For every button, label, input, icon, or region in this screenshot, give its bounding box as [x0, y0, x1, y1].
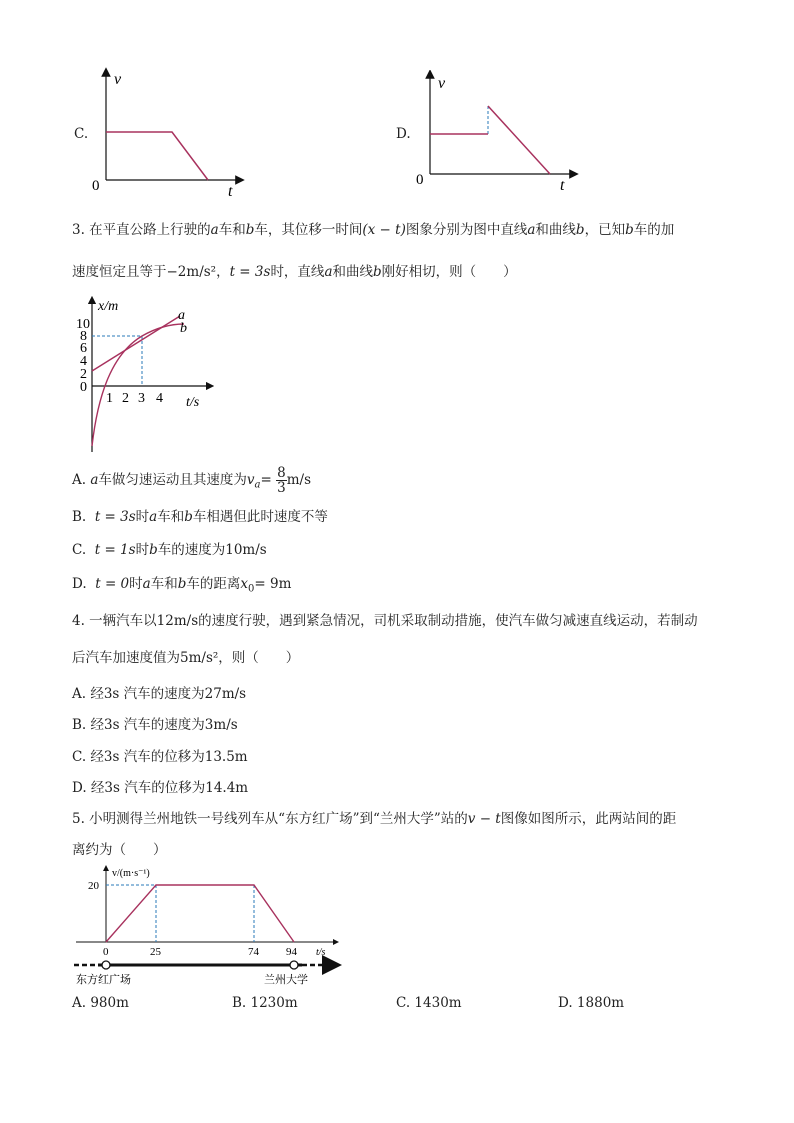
q5-option-b[interactable]: B. 1230m — [232, 995, 298, 1011]
ytick-8: 8 — [80, 329, 87, 344]
q3-xt-graph — [76, 294, 216, 454]
graph-xlabel: t/s — [316, 947, 326, 958]
option-d-graph — [414, 70, 584, 195]
q5-stem-line1: 5. 小明测得兰州地铁一号线列车从“东方红广场”到“兰州大学”站的v − t图像如图所示，此两站间的距 — [72, 811, 677, 827]
graph-xlabel: t/s — [186, 395, 200, 410]
q3-option-b[interactable]: B. t = 3s时a车和b车相遇但此时速度不等 — [72, 509, 328, 525]
xtick-94: 94 — [286, 946, 297, 958]
xtick-1: 1 — [106, 391, 113, 406]
ytick-4: 4 — [80, 354, 87, 369]
ytick-0: 0 — [80, 380, 87, 395]
curve-b-label: b — [180, 321, 187, 336]
q5-option-a[interactable]: A. 980m — [72, 995, 129, 1011]
q4-option-a[interactable]: A. 经3s 汽车的速度为27m/s — [72, 686, 247, 702]
station-dot-right — [290, 961, 298, 969]
vt-curve — [106, 132, 208, 180]
ytick-2: 2 — [80, 367, 87, 382]
t-axis-label: t — [228, 183, 233, 200]
station-dot-left — [102, 961, 110, 969]
q5-option-c[interactable]: C. 1430m — [396, 995, 462, 1011]
q4-stem-line2: 后汽车加速度值为5m/s²，则（ ） — [72, 650, 300, 666]
origin-label: 0 — [416, 172, 424, 188]
q4-stem-line1: 4. 一辆汽车以12m/s的速度行驶，遇到紧急情况，司机采取制动措施，使汽车做匀减速直线运动，若制动 — [72, 613, 698, 629]
station-right-label: 兰州大学 — [264, 974, 308, 986]
xtick-25: 25 — [150, 946, 161, 958]
v-axis-label: v — [114, 71, 122, 88]
vt-curve — [106, 885, 294, 942]
graph-ylabel: x/m — [98, 299, 119, 314]
line-a — [92, 316, 180, 371]
graph-ylabel: v/(m·s⁻¹) — [112, 868, 150, 879]
xtick-3: 3 — [138, 391, 145, 406]
q5-option-d[interactable]: D. 1880m — [558, 995, 625, 1011]
q3-option-c[interactable]: C. t = 1s时b车的速度为10m/s — [72, 542, 267, 558]
q5-vt-graph — [70, 864, 360, 988]
curve-a-label: a — [178, 308, 185, 323]
q3-option-a[interactable]: A. a车做匀速运动且其速度为$v_a=$ $\frac{8}{3}$ m/s — [72, 465, 311, 496]
q3-option-d[interactable]: D. t = 0时a车和b车的距离$x_0= 9m$ — [72, 576, 292, 595]
q4-option-d[interactable]: D. 经3s 汽车的位移为14.4m — [72, 780, 249, 796]
option-c-graph — [90, 66, 250, 201]
option-d-label: D. — [396, 126, 411, 142]
q3-stem-line1: 3. 在平直公路上行驶的a车和b车，其位移一时间(x − t)图象分别为图中直线a和曲线b，已知b车的加 — [72, 222, 675, 238]
xtick-74: 74 — [248, 946, 259, 958]
option-c-label: C. — [74, 126, 89, 142]
ytick-20: 20 — [88, 880, 99, 892]
v-axis-label: v — [438, 75, 446, 92]
station-left-label: 东方红广场 — [76, 974, 131, 986]
xtick-4: 4 — [156, 391, 163, 406]
ytick-6: 6 — [80, 341, 87, 356]
q4-option-c[interactable]: C. 经3s 汽车的位移为13.5m — [72, 749, 248, 765]
vt-segment-2 — [488, 106, 550, 174]
q3-stem-line2: 速度恒定且等于−2m/s²，t = 3s时，直线a和曲线b刚好相切，则（ ） — [72, 264, 517, 280]
t-axis-label: t — [560, 177, 565, 194]
xtick-2: 2 — [122, 391, 129, 406]
ytick-10: 10 — [76, 317, 90, 332]
q5-stem-line2: 离约为（ ） — [72, 842, 167, 858]
origin-label: 0 — [92, 178, 100, 194]
fraction: $\frac{8}{3}$ — [277, 465, 286, 496]
q4-option-b[interactable]: B. 经3s 汽车的速度为3m/s — [72, 717, 238, 733]
xtick-0: 0 — [103, 946, 109, 958]
